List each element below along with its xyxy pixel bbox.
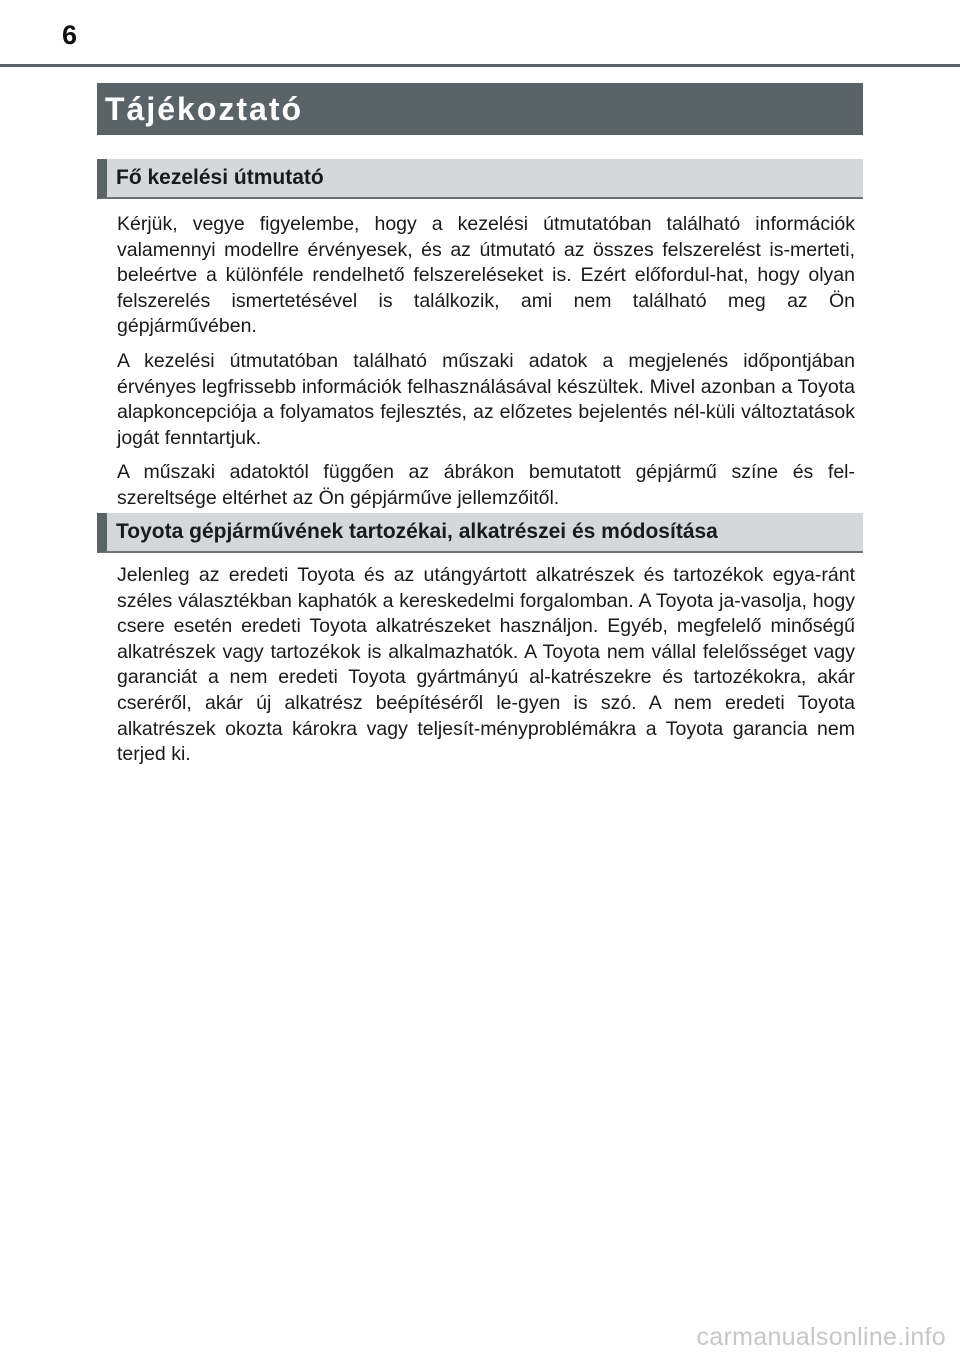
page-number: 6: [62, 20, 78, 50]
paragraph: Jelenleg az eredeti Toyota és az utángyártott alkatrészek és tartozékok egya-ránt széles választékban kaphatók a kereskedelmi forgalomban. A Toyota ja-vasolja, hogy csere esetén eredeti Toyota alkatrészeket használjon. Egyéb, megfelelő minőségű alkatrészek vagy tartozékok is alkalmazhatók. A Toyota nem vállal felelősséget vagy garanciát a nem eredeti Toyota gyártmányú al-katrészekre és tartozékokra, akár cseréről, akár új alkatrész beépítéséről le-gyen is szó. A nem eredeti Toyota alkatrészek okozta károkra vagy teljesít-ményproblémákra a Toyota garancia nem terjed ki.: [117, 564, 855, 766]
paragraph: Kérjük, vegye figyelembe, hogy a kezelési útmutatóban található információk valamennyi modellre érvényesek, és az útmutató az összes felszerelést is-merteti, beleértve a különféle rendelhető felszereléseket is. Ezért előfordul-hat, hogy olyan felszerelés ismertetésével is találkozik, ami nem található meg az Ön gépjárművében.: [117, 213, 855, 338]
section-header-accessories: [97, 513, 863, 553]
section-body-accessories: [117, 563, 855, 777]
section-title: Toyota gépjárművének tartozékai, alkatrészei és módosítása: [116, 520, 718, 543]
paragraph: A kezelési útmutatóban található műszaki adatok a megjelenés időpontjában érvényes legfrissebb információk felhasználásával készültek. Mivel azonban a Toyota alapkoncepciója a folyamatos fejlesztés, az előzetes bejelentés nél-küli változtatások jogát fenntartjuk.: [117, 349, 855, 449]
chapter-title: Tájékoztató: [105, 91, 304, 127]
watermark: carmanualsonline.info: [696, 1323, 946, 1351]
section-title: Fő kezelési útmutató: [116, 166, 324, 189]
section-header-main-manual: [97, 159, 863, 199]
header-rule: [0, 64, 960, 67]
paragraph: A műszaki adatoktól függően az ábrákon bemutatott gépjármű színe és fel-szereltsége eltérhet az Ön gépjárműve jellemzőitől.: [117, 461, 855, 509]
section-body-main-manual: [117, 212, 855, 521]
chapter-banner: [97, 83, 863, 135]
